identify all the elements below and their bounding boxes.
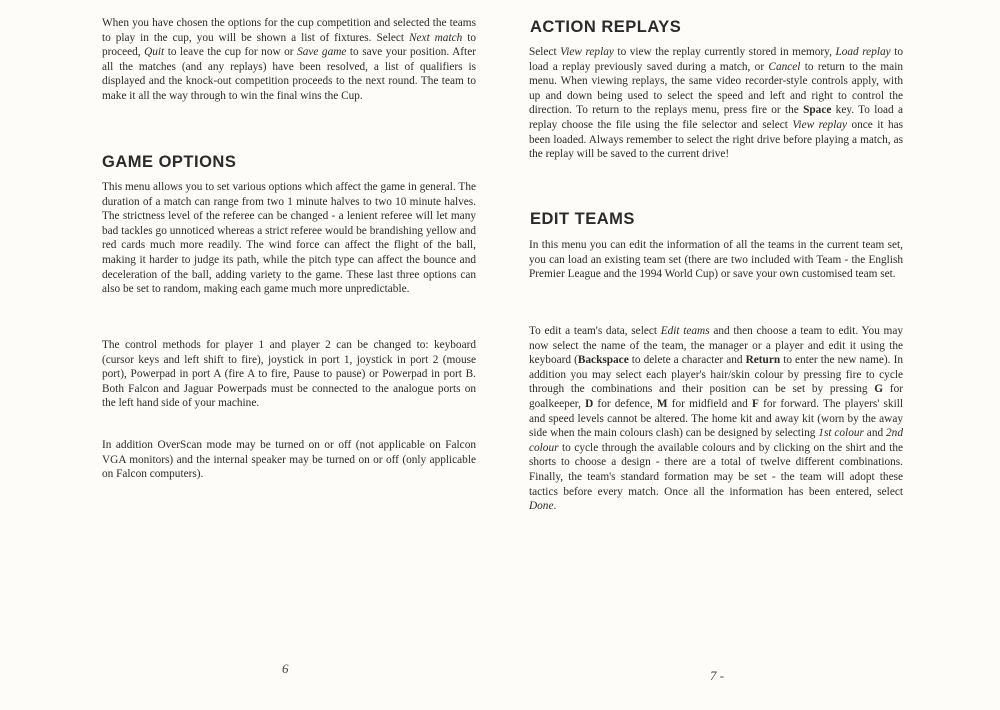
action-replays-paragraph — [529, 45, 903, 162]
game-options-paragraph-1: This menu allows you to set various options which affect the game in general. The duration of a match can range from two 1 minute halves to two 10 minute halves. The strictness level of the referee can be changed - a lenient referee will let many bad tackles go unnoticed whereas a strict referee would be brandishing yellow and red cards much more readily. The wind force can affect the flight of the ball, making it harder to judge its path, while the pitch type can affect the bounce and deceleration of the ball, adding variety to the game. These last three options can also be set to random, making each game much more unpredictable. — [102, 181, 476, 296]
text-run: key. To load a replay choose the file using the file selector and select — [529, 104, 904, 131]
edit-teams-block-1 — [529, 238, 903, 282]
text-run: to return to the main menu. When viewing replays, the same video recorder-style controls apply, with up and down being used to select the speed and left and right to control the direction. To return to the replays menu, press fire or the — [529, 60, 903, 117]
text-run: and then choose a team to edit. You may now select the name of the team, the manager or a player and edit it using the keyboard ( — [529, 325, 904, 367]
game-options-heading: GAME OPTIONS — [102, 153, 237, 171]
text-run: to delete a character and — [628, 354, 746, 367]
cup-intro-block — [102, 16, 476, 104]
text-run: to save your position. After all the matches (and any replays) have been resolved, a list of qualifiers is displayed and the knock-out competition proceeds to the next round. The team to make it all the way through to win the final wins the Cup. — [102, 46, 476, 102]
backspace-key: Backspace — [577, 354, 629, 367]
right-page — [500, 0, 1000, 710]
done-option: Done — [529, 500, 554, 513]
view-replay-option: View replay — [560, 46, 614, 58]
first-colour-option: 1st colour — [818, 427, 864, 440]
d-key: D — [585, 397, 594, 410]
game-options-block-2 — [102, 338, 476, 411]
page-number-left: 6 — [282, 661, 289, 676]
text-run: . — [553, 500, 557, 513]
game-options-paragraph-2: The control methods for player 1 and player 2 can be changed to: keyboard (cursor keys and left shift to fire), joystick in port 1, joystick in port 2 (mouse port), Powerpad in port A (fire A to fire, Pause to pause) or Powerpad in port B. Both Falcon and Jaguar Powerpads must be connected to the analogue ports on the left hand side of your machine. — [102, 339, 476, 410]
text-run: When you have chosen the options for the cup competition and selected the teams to play in the cup, you will be shown a list of fixtures. Select — [102, 17, 476, 44]
view-replay-option: View replay — [792, 118, 848, 131]
space-key: Space — [803, 104, 832, 117]
text-run: to cycle through the available colours and by clicking on the shirt and the shorts to choose a design - there are a total of twelve different combinations. Finally, the team's standard formation may be set - the team will adopt these tactics before every match. Once all the information has been entered, select — [529, 441, 903, 498]
text-run: to view the replay currently stored in memory, — [613, 46, 836, 58]
return-key: Return — [745, 354, 781, 367]
edit-teams-block-2 — [529, 324, 903, 514]
quit-option: Quit — [144, 46, 165, 59]
game-options-block-1 — [102, 180, 476, 297]
cancel-option: Cancel — [768, 60, 801, 73]
text-run: to proceed, — [102, 31, 476, 59]
action-replays-heading: ACTION REPLAYS — [530, 18, 682, 36]
text-run: Select — [529, 46, 561, 58]
save-game-option: Save game — [297, 46, 347, 59]
text-run: for goalkeeper, — [529, 383, 903, 410]
f-key: F — [752, 397, 759, 410]
text-run: to leave the cup for now or — [164, 46, 298, 59]
next-match-option: Next match — [409, 31, 463, 44]
second-colour-option: 2nd colour — [529, 427, 903, 454]
game-options-block-3 — [102, 438, 476, 482]
text-run: To edit a team's data, select — [529, 325, 661, 337]
text-run: for forward. The players' skill and speed levels cannot be altered. The home kit and away kit (worn by the away side when the main colours clash) can be designed by selecting — [529, 397, 903, 440]
action-replays-block — [529, 45, 903, 162]
cup-intro-paragraph — [102, 16, 476, 104]
edit-teams-option: Edit teams — [660, 325, 710, 337]
game-options-paragraph-3: In addition OverScan mode may be turned on or off (not applicable on Falcon VGA monitors) and the internal speaker may be turned on or off (only applicable on Falcon computers). — [102, 439, 476, 481]
m-key: M — [656, 397, 668, 410]
load-replay-option: Load replay — [835, 46, 891, 58]
text-run: to enter the new name). In addition you may select each player's hair/skin colour by pressing fire to cycle through the combinations and their position can be set by pressing — [529, 354, 903, 396]
page-number-right: 7 - — [710, 668, 725, 683]
edit-teams-paragraph-2 — [529, 324, 903, 514]
edit-teams-heading: EDIT TEAMS — [530, 210, 635, 228]
text-run: once it has been loaded. Always remember to select the right drive before playing a match, as the replay will be saved to the current drive! — [529, 118, 904, 161]
text-run: to load a replay previously saved during a match, or — [529, 46, 903, 73]
text-run: and — [863, 427, 887, 440]
edit-teams-paragraph-1: In this menu you can edit the information of all the teams in the current team set, you can load an existing team set (there are two included with Team - the English Premier League and the 1994 World Cup) or save your own customised team set. — [529, 239, 903, 281]
g-key: G — [874, 383, 884, 396]
text-run: for midfield and — [667, 397, 752, 410]
text-run: for defence, — [593, 397, 657, 410]
